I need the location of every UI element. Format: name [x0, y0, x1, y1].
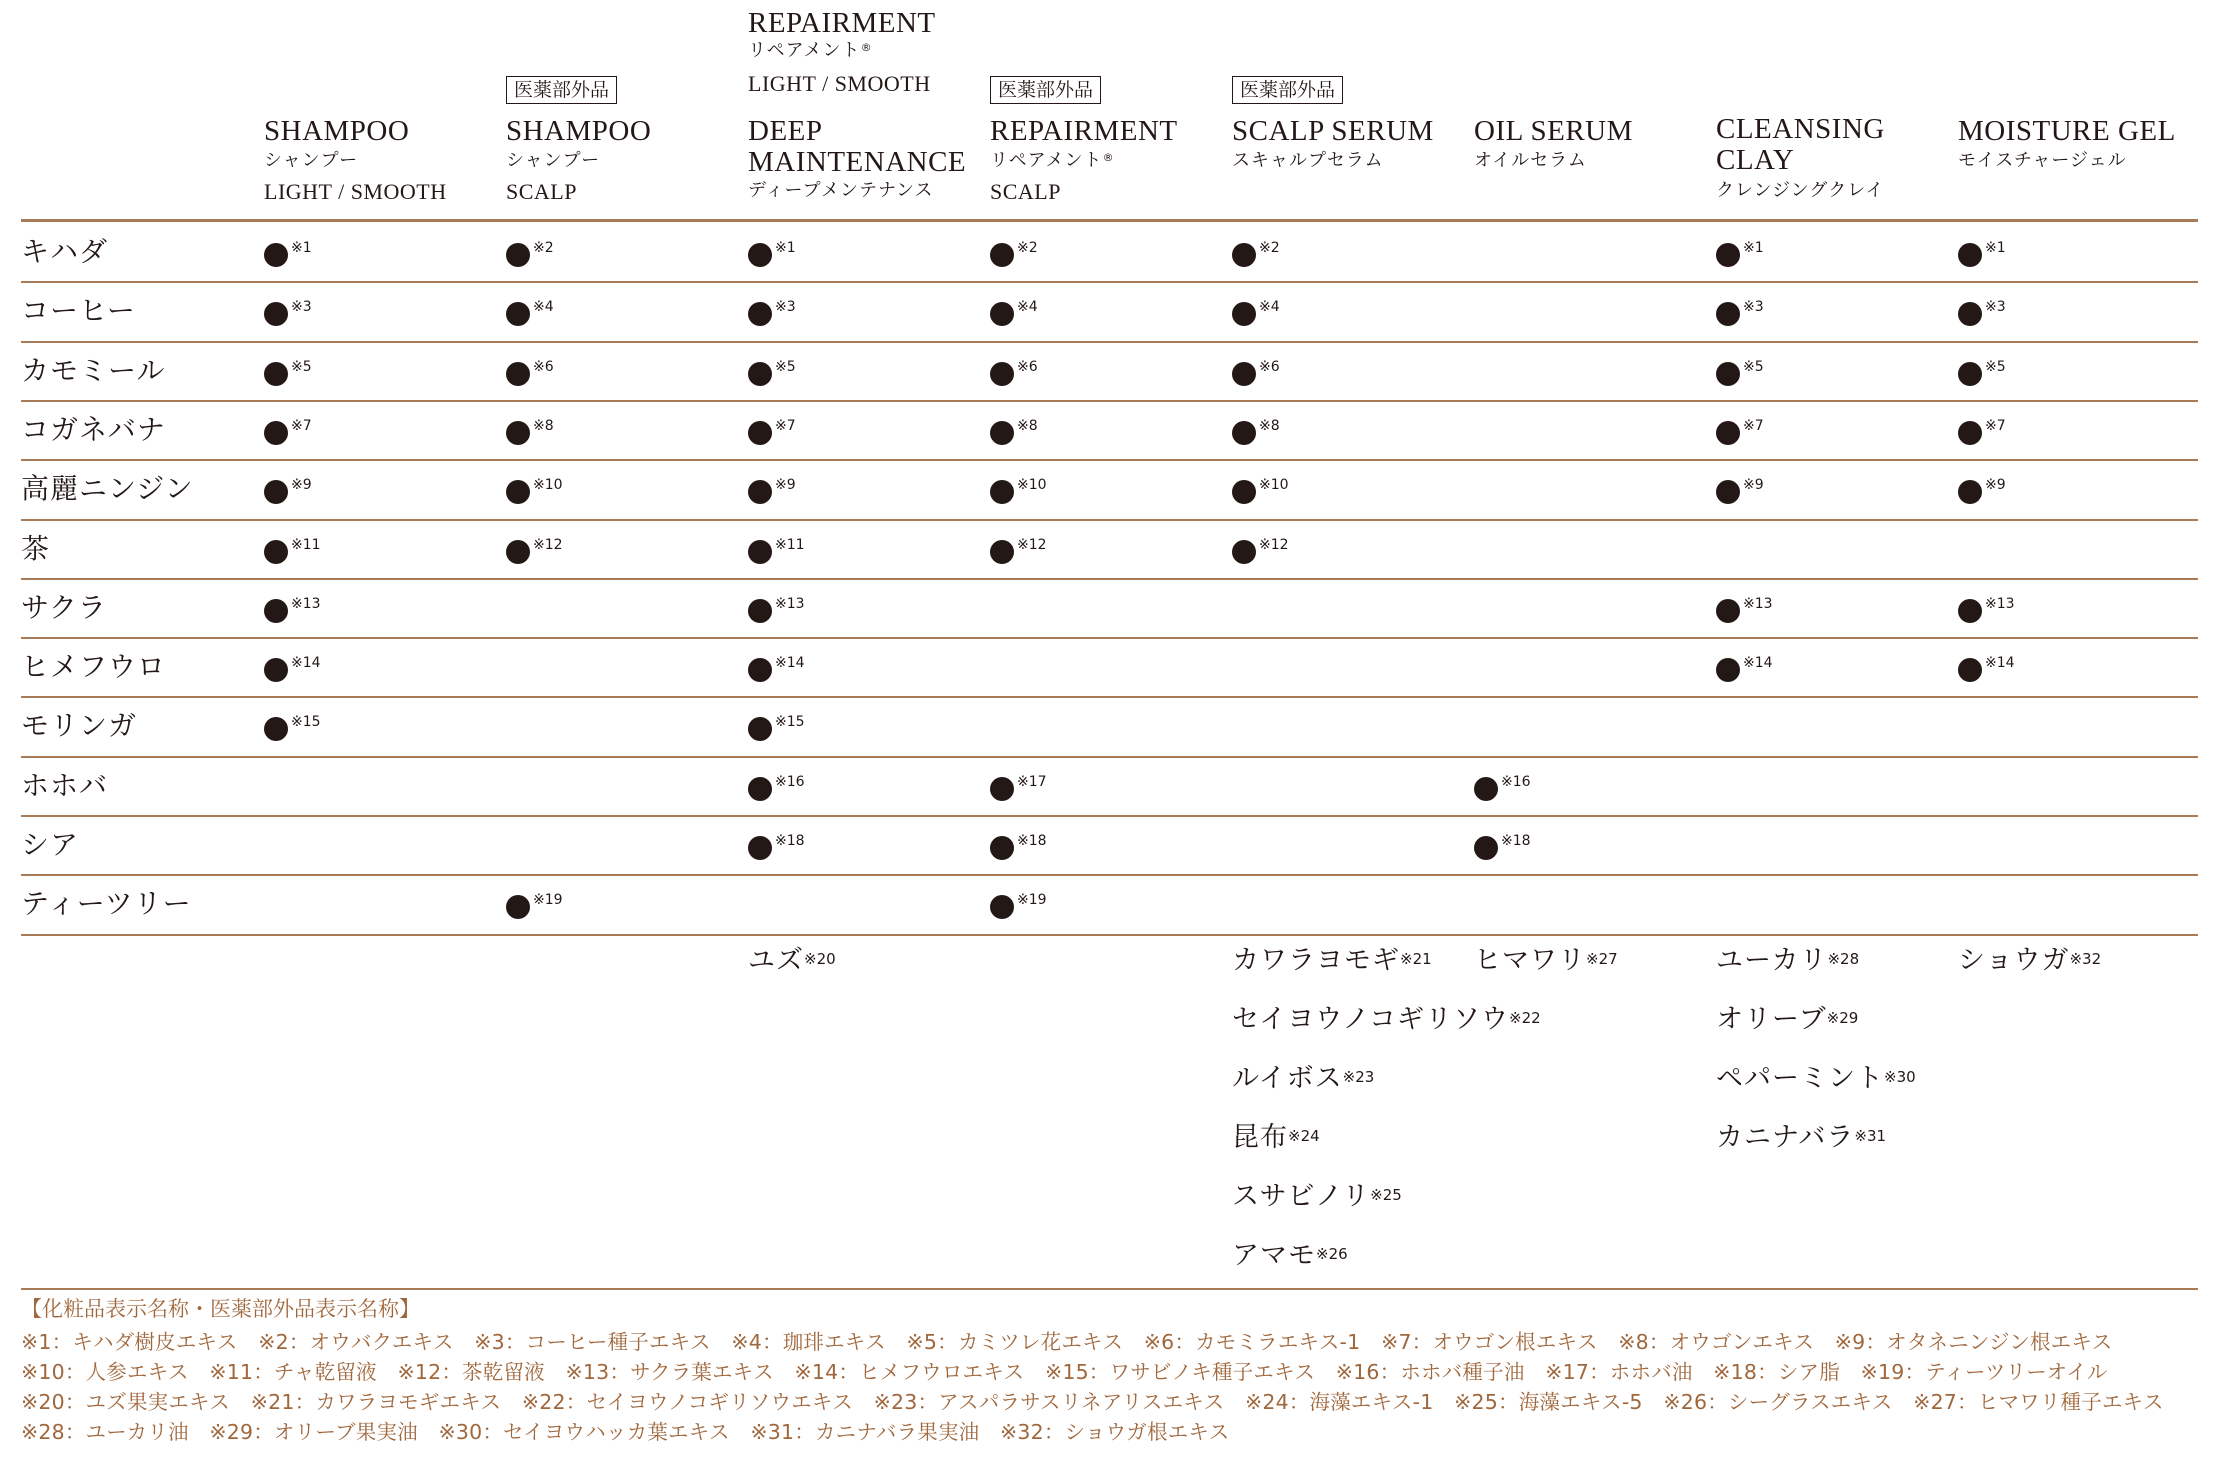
- ingredient-included-dot: [990, 480, 1014, 504]
- footnote-ref: ※5: [775, 358, 796, 375]
- additional-ingredient-name: スサビノリ: [1232, 1181, 1371, 1212]
- footnote-ref: ※25: [1370, 1186, 1402, 1204]
- footnote-ref: ※15: [775, 714, 805, 731]
- ingredient-included-dot: [990, 421, 1014, 445]
- additional-ingredient-name: 昆布: [1232, 1122, 1288, 1153]
- footnote-ref: ※20: [804, 950, 836, 968]
- ingredient-name: コーヒー: [21, 294, 136, 328]
- footnote-ref: ※28: [1827, 950, 1860, 968]
- footnote-ref: ※7: [291, 417, 312, 434]
- footnote-ref: ※24: [1288, 1127, 1320, 1145]
- footnote-ref: ※22: [1509, 1009, 1541, 1027]
- footnote-ref: ※6: [1259, 358, 1280, 375]
- footnote-ref: ※2: [1259, 240, 1280, 256]
- product-line-variant: LIGHT / SMOOTH: [748, 71, 931, 96]
- ingredient-name: カモミール: [21, 353, 166, 387]
- ingredient-included-dot: [506, 362, 530, 386]
- ingredient-included-dot: [506, 540, 530, 564]
- additional-ingredient-name: カニナバラ: [1716, 1122, 1855, 1153]
- footnote-ref: ※13: [1985, 595, 2015, 612]
- ingredient-included-dot: [1716, 421, 1740, 445]
- ingredient-included-dot: [1716, 302, 1740, 326]
- footnote-ref: ※7: [1985, 417, 2006, 434]
- additional-ingredient: [1232, 1180, 1402, 1214]
- footnote-ref: ※13: [1743, 595, 1773, 612]
- ingredient-name: シア: [21, 828, 80, 861]
- additional-ingredient-name: ルイボス: [1232, 1063, 1343, 1094]
- additional-ingredient: [1232, 1239, 1348, 1273]
- product-name-jp: シャンプー: [264, 150, 359, 171]
- product-name: REPAIRMENT: [990, 115, 1178, 147]
- footnote-ref: ※2: [533, 240, 554, 256]
- row-divider: [21, 815, 2198, 817]
- ingredient-included-dot: [1958, 302, 1982, 326]
- footnote-ref: ※4: [1017, 299, 1038, 316]
- ingredient-included-dot: [1232, 540, 1256, 564]
- footnote-ref: ※1: [1985, 240, 2006, 256]
- footnote-divider: [21, 1288, 2198, 1290]
- footnote-ref: ※11: [291, 536, 321, 553]
- footnote-ref: ※7: [1743, 417, 1764, 434]
- ingredient-included-dot: [990, 836, 1014, 860]
- product-name-jp: スキャルプセラム: [1232, 150, 1384, 171]
- additional-ingredient: [1716, 1062, 1916, 1096]
- footnotes-title: 【化粧品表示名称・医薬部外品表示名称】: [21, 1297, 420, 1321]
- additional-ingredient: [1474, 944, 1618, 978]
- row-divider: [21, 519, 2198, 521]
- footnote-ref: ※32: [2069, 950, 2102, 968]
- additional-ingredient: [748, 944, 836, 978]
- product-name: SHAMPOO: [506, 115, 652, 147]
- ingredient-included-dot: [506, 480, 530, 504]
- footnote-ref: ※2: [1017, 240, 1038, 256]
- row-divider: [21, 400, 2198, 402]
- footnote-ref: ※1: [291, 240, 312, 256]
- footnote-ref: ※16: [1501, 773, 1531, 790]
- additional-ingredient-name: オリーブ: [1716, 1004, 1827, 1035]
- ingredient-included-dot: [1232, 480, 1256, 504]
- ingredient-included-dot: [990, 540, 1014, 564]
- ingredient-included-dot: [990, 302, 1014, 326]
- ingredient-included-dot: [506, 895, 530, 919]
- footnote-ref: ※14: [775, 655, 805, 672]
- ingredient-name: キハダ: [21, 235, 109, 268]
- footnote-ref: ※6: [1017, 358, 1038, 375]
- footnote-ref: ※8: [1017, 417, 1038, 434]
- footnote-ref: ※9: [291, 477, 312, 494]
- footnote-ref: ※13: [775, 595, 805, 612]
- footnote-ref: ※11: [775, 536, 805, 553]
- footnote-ref: ※19: [533, 892, 563, 909]
- additional-ingredient-name: アマモ: [1232, 1240, 1316, 1271]
- footnote-ref: ※12: [533, 536, 563, 553]
- product-name-jp: オイルセラム: [1474, 150, 1587, 171]
- ingredient-included-dot: [748, 658, 772, 682]
- ingredient-included-dot: [990, 362, 1014, 386]
- ingredient-included-dot: [506, 243, 530, 267]
- footnote-ref: ※6: [533, 358, 554, 375]
- footnote-line: ※10：人参エキス ※11：チャ乾留液 ※12：茶乾留液 ※13：サクラ葉エキス ※14：ヒメフウロエキス ※15：ワサビノキ種子エキス ※16：ホホバ種子油 ※17：ホホバ油 ※18：シア脂 ※19：ティーツリーオイル: [21, 1360, 2108, 1384]
- footnote-ref: ※12: [1017, 536, 1047, 553]
- product-name-jp: モイスチャージェル: [1958, 150, 2127, 171]
- product-variant: SCALP: [506, 179, 577, 204]
- row-divider: [21, 756, 2198, 758]
- ingredient-included-dot: [1474, 777, 1498, 801]
- ingredient-included-dot: [1716, 243, 1740, 267]
- footnote-ref: ※14: [1985, 655, 2015, 672]
- product-name: DEEP: [748, 115, 823, 147]
- ingredient-included-dot: [748, 717, 772, 741]
- ingredient-included-dot: [990, 777, 1014, 801]
- ingredient-included-dot: [748, 599, 772, 623]
- product-name: CLEANSING: [1716, 113, 1885, 145]
- ingredient-included-dot: [506, 421, 530, 445]
- additional-ingredient: [1716, 944, 1859, 978]
- ingredient-included-dot: [748, 540, 772, 564]
- additional-ingredient-name: ヒマワリ: [1474, 945, 1586, 976]
- ingredient-name: サクラ: [21, 590, 107, 624]
- additional-ingredient: [1232, 1062, 1374, 1096]
- footnote-ref: ※18: [1501, 833, 1531, 849]
- footnote-ref: ※7: [775, 417, 796, 434]
- ingredient-name: ティーツリー: [21, 887, 192, 921]
- additional-ingredient-name: ペパーミント: [1716, 1063, 1884, 1094]
- ingredient-included-dot: [990, 895, 1014, 919]
- footnote-ref: ※15: [291, 714, 321, 731]
- header-divider: [21, 219, 2198, 222]
- product-name-jp: ディープメンテナンス: [748, 180, 934, 201]
- footnote-ref: ※18: [775, 833, 805, 849]
- ingredient-included-dot: [264, 480, 288, 504]
- ingredient-included-dot: [506, 302, 530, 326]
- quasi-drug-badge: 医薬部外品: [990, 76, 1101, 104]
- row-divider: [21, 696, 2198, 698]
- ingredient-included-dot: [748, 836, 772, 860]
- footnote-ref: ※21: [1400, 950, 1432, 968]
- footnote-ref: ※14: [291, 655, 321, 672]
- ingredient-name: コガネバナ: [21, 412, 166, 446]
- product-name-line2: MAINTENANCE: [748, 146, 967, 178]
- footnote-ref: ※3: [775, 299, 796, 316]
- ingredient-included-dot: [1958, 658, 1982, 682]
- row-divider: [21, 578, 2198, 580]
- footnote-ref: ※10: [1017, 477, 1047, 494]
- ingredient-included-dot: [264, 540, 288, 564]
- ingredient-included-dot: [1958, 599, 1982, 623]
- additional-ingredient: [1716, 1003, 1858, 1037]
- footnote-ref: ※9: [1985, 477, 2006, 494]
- ingredient-included-dot: [264, 658, 288, 682]
- footnote-ref: ※10: [533, 477, 563, 494]
- row-divider: [21, 637, 2198, 639]
- footnote-ref: ※31: [1854, 1127, 1887, 1145]
- row-divider: [21, 281, 2198, 283]
- ingredient-included-dot: [264, 421, 288, 445]
- ingredient-included-dot: [748, 243, 772, 267]
- footnote-ref: ※3: [1985, 299, 2006, 316]
- additional-ingredient-name: ユーカリ: [1716, 945, 1828, 976]
- product-name: SCALP SERUM: [1232, 115, 1434, 147]
- footnote-ref: ※16: [775, 773, 805, 790]
- product-name-jp: シャンプー: [506, 150, 601, 171]
- product-name: OIL SERUM: [1474, 115, 1633, 147]
- ingredient-included-dot: [748, 302, 772, 326]
- additional-ingredient: [1232, 944, 1432, 978]
- ingredient-included-dot: [1232, 421, 1256, 445]
- footnote-ref: ※5: [291, 358, 312, 375]
- ingredient-included-dot: [1716, 362, 1740, 386]
- footnote-ref: ※30: [1884, 1068, 1916, 1086]
- ingredient-included-dot: [748, 777, 772, 801]
- ingredient-included-dot: [748, 480, 772, 504]
- additional-ingredient: [1232, 1003, 1541, 1037]
- additional-ingredient: [1232, 1121, 1320, 1155]
- footnote-ref: ※1: [1743, 240, 1764, 256]
- ingredient-included-dot: [1232, 243, 1256, 267]
- footnote-ref: ※13: [291, 595, 321, 612]
- ingredient-included-dot: [1958, 480, 1982, 504]
- footnote-ref: ※19: [1017, 892, 1047, 909]
- ingredient-included-dot: [1958, 421, 1982, 445]
- footnote-line: ※1：キハダ樹皮エキス ※2：オウバクエキス ※3：コーヒー種子エキス ※4：珈琲エキス ※5：カミツレ花エキス ※6：カモミラエキス-1 ※7：オウゴン根エキス ※8：オウゴンエキス ※9：オタネニンジン根エキス: [21, 1330, 2113, 1354]
- product-line-name-jp: リペアメント®: [748, 40, 873, 61]
- footnote-ref: ※12: [1259, 536, 1289, 553]
- additional-ingredient-name: ショウガ: [1958, 945, 2070, 976]
- row-divider: [21, 874, 2198, 876]
- footnote-ref: ※27: [1586, 950, 1618, 968]
- additional-ingredient-name: セイヨウノコギリソウ: [1232, 1004, 1510, 1035]
- footnote-ref: ※5: [1985, 358, 2006, 375]
- ingredient-included-dot: [748, 421, 772, 445]
- quasi-drug-badge: 医薬部外品: [1232, 76, 1343, 104]
- ingredient-included-dot: [1232, 302, 1256, 326]
- ingredient-included-dot: [1958, 243, 1982, 267]
- ingredient-included-dot: [264, 362, 288, 386]
- product-name: MOISTURE GEL: [1958, 115, 2176, 147]
- footnote-ref: ※10: [1259, 477, 1289, 494]
- footnote-ref: ※9: [1743, 477, 1764, 494]
- footnote-ref: ※17: [1017, 773, 1047, 790]
- product-name-jp: リペアメント®: [990, 150, 1115, 171]
- additional-ingredient: [1958, 944, 2101, 978]
- ingredient-included-dot: [264, 599, 288, 623]
- product-name-jp: クレンジングクレイ: [1716, 180, 1885, 201]
- ingredient-name: モリンガ: [21, 709, 138, 743]
- ingredient-included-dot: [1716, 480, 1740, 504]
- ingredient-name: 茶: [21, 531, 51, 565]
- ingredient-included-dot: [264, 717, 288, 741]
- footnote-ref: ※14: [1743, 655, 1773, 672]
- ingredient-included-dot: [1716, 658, 1740, 682]
- footnote-line: ※20：ユズ果実エキス ※21：カワラヨモギエキス ※22：セイヨウノコギリソウエキス ※23：アスパラサスリネアリスエキス ※24：海藻エキス-1 ※25：海藻エキス-5 ※26：シーグラスエキス ※27：ヒマワリ種子エキス: [21, 1390, 2164, 1414]
- additional-ingredient-name: カワラヨモギ: [1232, 945, 1400, 976]
- product-name: SHAMPOO: [264, 115, 410, 147]
- footnote-ref: ※18: [1017, 833, 1047, 849]
- footnote-line: ※28：ユーカリ油 ※29：オリーブ果実油 ※30：セイヨウハッカ葉エキス ※31：カニナバラ果実油 ※32：ショウガ根エキス: [21, 1420, 1230, 1444]
- ingredient-included-dot: [264, 243, 288, 267]
- row-divider: [21, 341, 2198, 343]
- footnote-ref: ※1: [775, 240, 796, 256]
- footnote-ref: ※29: [1826, 1009, 1859, 1027]
- quasi-drug-badge: 医薬部外品: [506, 76, 617, 104]
- footnote-ref: ※8: [1259, 417, 1280, 434]
- ingredient-included-dot: [1716, 599, 1740, 623]
- ingredient-included-dot: [264, 302, 288, 326]
- product-name-line2: CLAY: [1716, 144, 1795, 176]
- footnote-ref: ※4: [1259, 299, 1280, 316]
- ingredient-included-dot: [748, 362, 772, 386]
- footnote-ref: ※8: [533, 417, 554, 434]
- footnote-ref: ※4: [533, 299, 554, 316]
- additional-ingredient-name: ユズ: [748, 945, 804, 976]
- footnote-ref: ※5: [1743, 358, 1764, 375]
- footnote-ref: ※23: [1342, 1068, 1375, 1086]
- product-line-name: REPAIRMENT: [748, 7, 936, 39]
- product-variant: LIGHT / SMOOTH: [264, 179, 447, 204]
- ingredient-included-dot: [1958, 362, 1982, 386]
- ingredient-included-dot: [990, 243, 1014, 267]
- ingredient-included-dot: [1232, 362, 1256, 386]
- footnote-ref: ※3: [291, 299, 312, 316]
- ingredient-included-dot: [1474, 836, 1498, 860]
- footnote-ref: ※3: [1743, 299, 1764, 316]
- row-divider: [21, 459, 2198, 461]
- ingredient-name: 高麗ニンジン: [21, 472, 194, 506]
- footnote-ref: ※9: [775, 477, 796, 494]
- row-divider: [21, 934, 2198, 936]
- additional-ingredient: [1716, 1121, 1886, 1155]
- ingredient-name: ホホバ: [21, 768, 109, 802]
- ingredient-name: ヒメフウロ: [21, 650, 167, 684]
- footnote-ref: ※26: [1316, 1245, 1348, 1263]
- product-variant: SCALP: [990, 179, 1061, 204]
